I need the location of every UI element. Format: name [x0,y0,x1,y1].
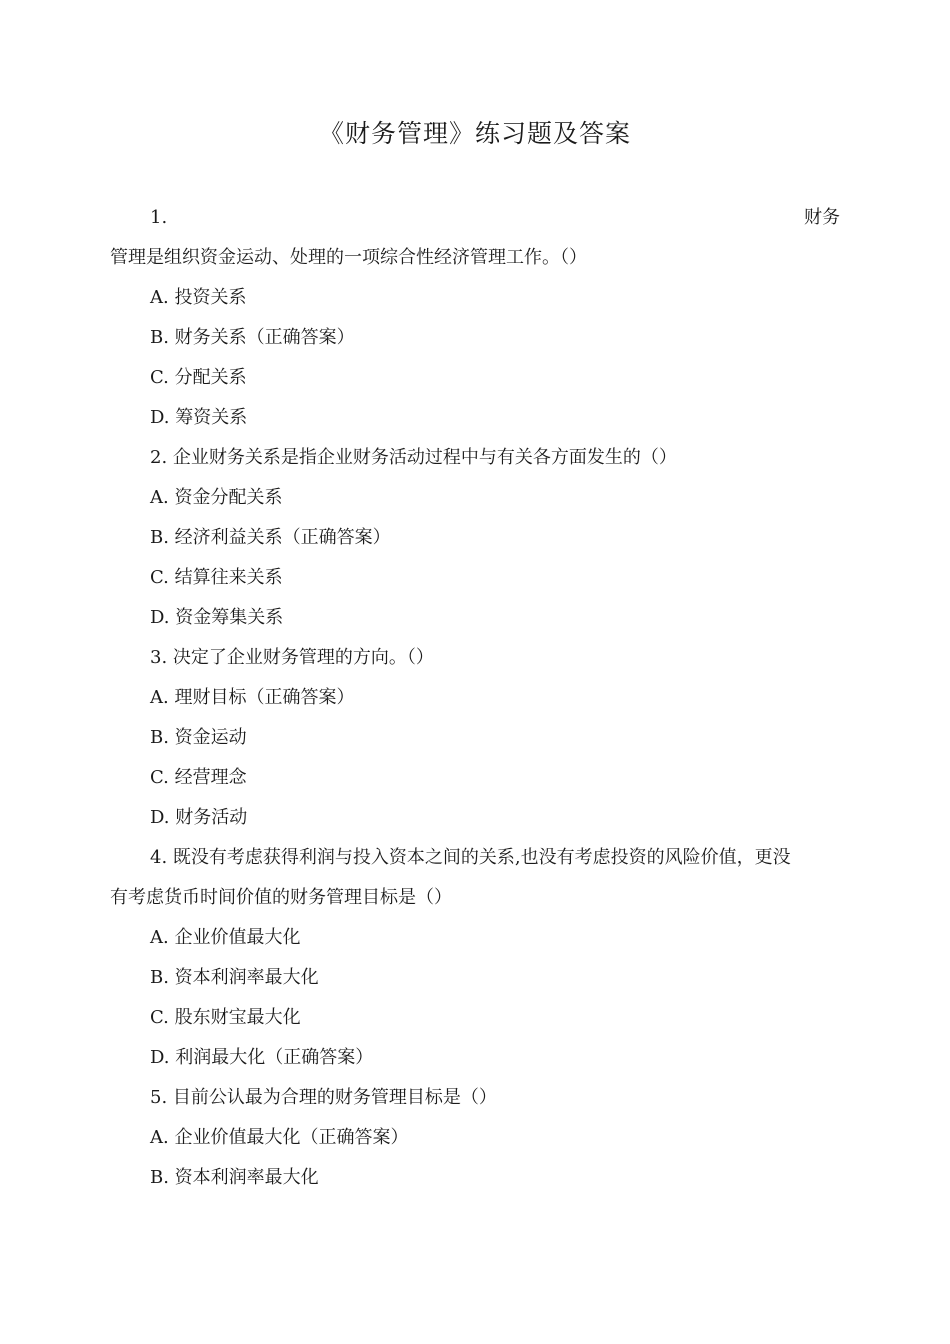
question-1-option-d: D. 筹资关系 [150,407,248,428]
question-2-option-a: A. 资金分配关系 [150,487,283,508]
question-5-option-a: A. 企业价值最大化（正确答案） [150,1127,409,1148]
question-1-option-c: C. 分配关系 [150,367,247,388]
document-title: 《财务管理》练习题及答案 [318,119,631,148]
question-5-option-b: B. 资本利润率最大化 [150,1167,319,1188]
question-4-option-b: B. 资本利润率最大化 [150,967,319,988]
question-3-option-c: C. 经营理念 [150,767,247,788]
question-3-option-a: A. 理财目标（正确答案） [150,687,355,708]
question-list [110,198,840,1198]
question-4-stem-line-2: 有考虑货币时间价值的财务管理目标是（） [110,887,452,908]
question-1-number: 1. [150,207,168,228]
question-2-stem: 2. 企业财务关系是指企业财务活动过程中与有关各方面发生的（） [150,447,677,468]
question-1-stem-head: 财务 [804,207,840,228]
question-3-option-d: D. 财务活动 [150,807,248,828]
question-2-option-d: D. 资金筹集关系 [150,607,284,628]
question-1-option-b: B. 财务关系（正确答案） [150,327,355,348]
question-3-option-b: B. 资金运动 [150,727,247,748]
question-2-option-b: B. 经济利益关系（正确答案） [150,527,391,548]
question-2-option-c: C. 结算往来关系 [150,567,283,588]
question-4-option-a: A. 企业价值最大化 [150,927,301,948]
question-1-option-a: A. 投资关系 [150,287,247,308]
question-5-stem: 5. 目前公认最为合理的财务管理目标是（） [150,1087,497,1108]
question-4-option-c: C. 股东财宝最大化 [150,1007,301,1028]
question-3-stem: 3. 决定了企业财务管理的方向。（） [150,647,434,668]
question-1-stem-line-1 [110,198,840,238]
question-1-stem-line-2: 管理是组织资金运动、处理的一项综合性经济管理工作。（） [110,247,587,268]
question-4-stem-line-1: 4. 既没有考虑获得利润与投入资本之间的关系,也没有考虑投资的风险价值，更没 [150,847,791,868]
question-4-option-d: D. 利润最大化（正确答案） [150,1047,374,1068]
